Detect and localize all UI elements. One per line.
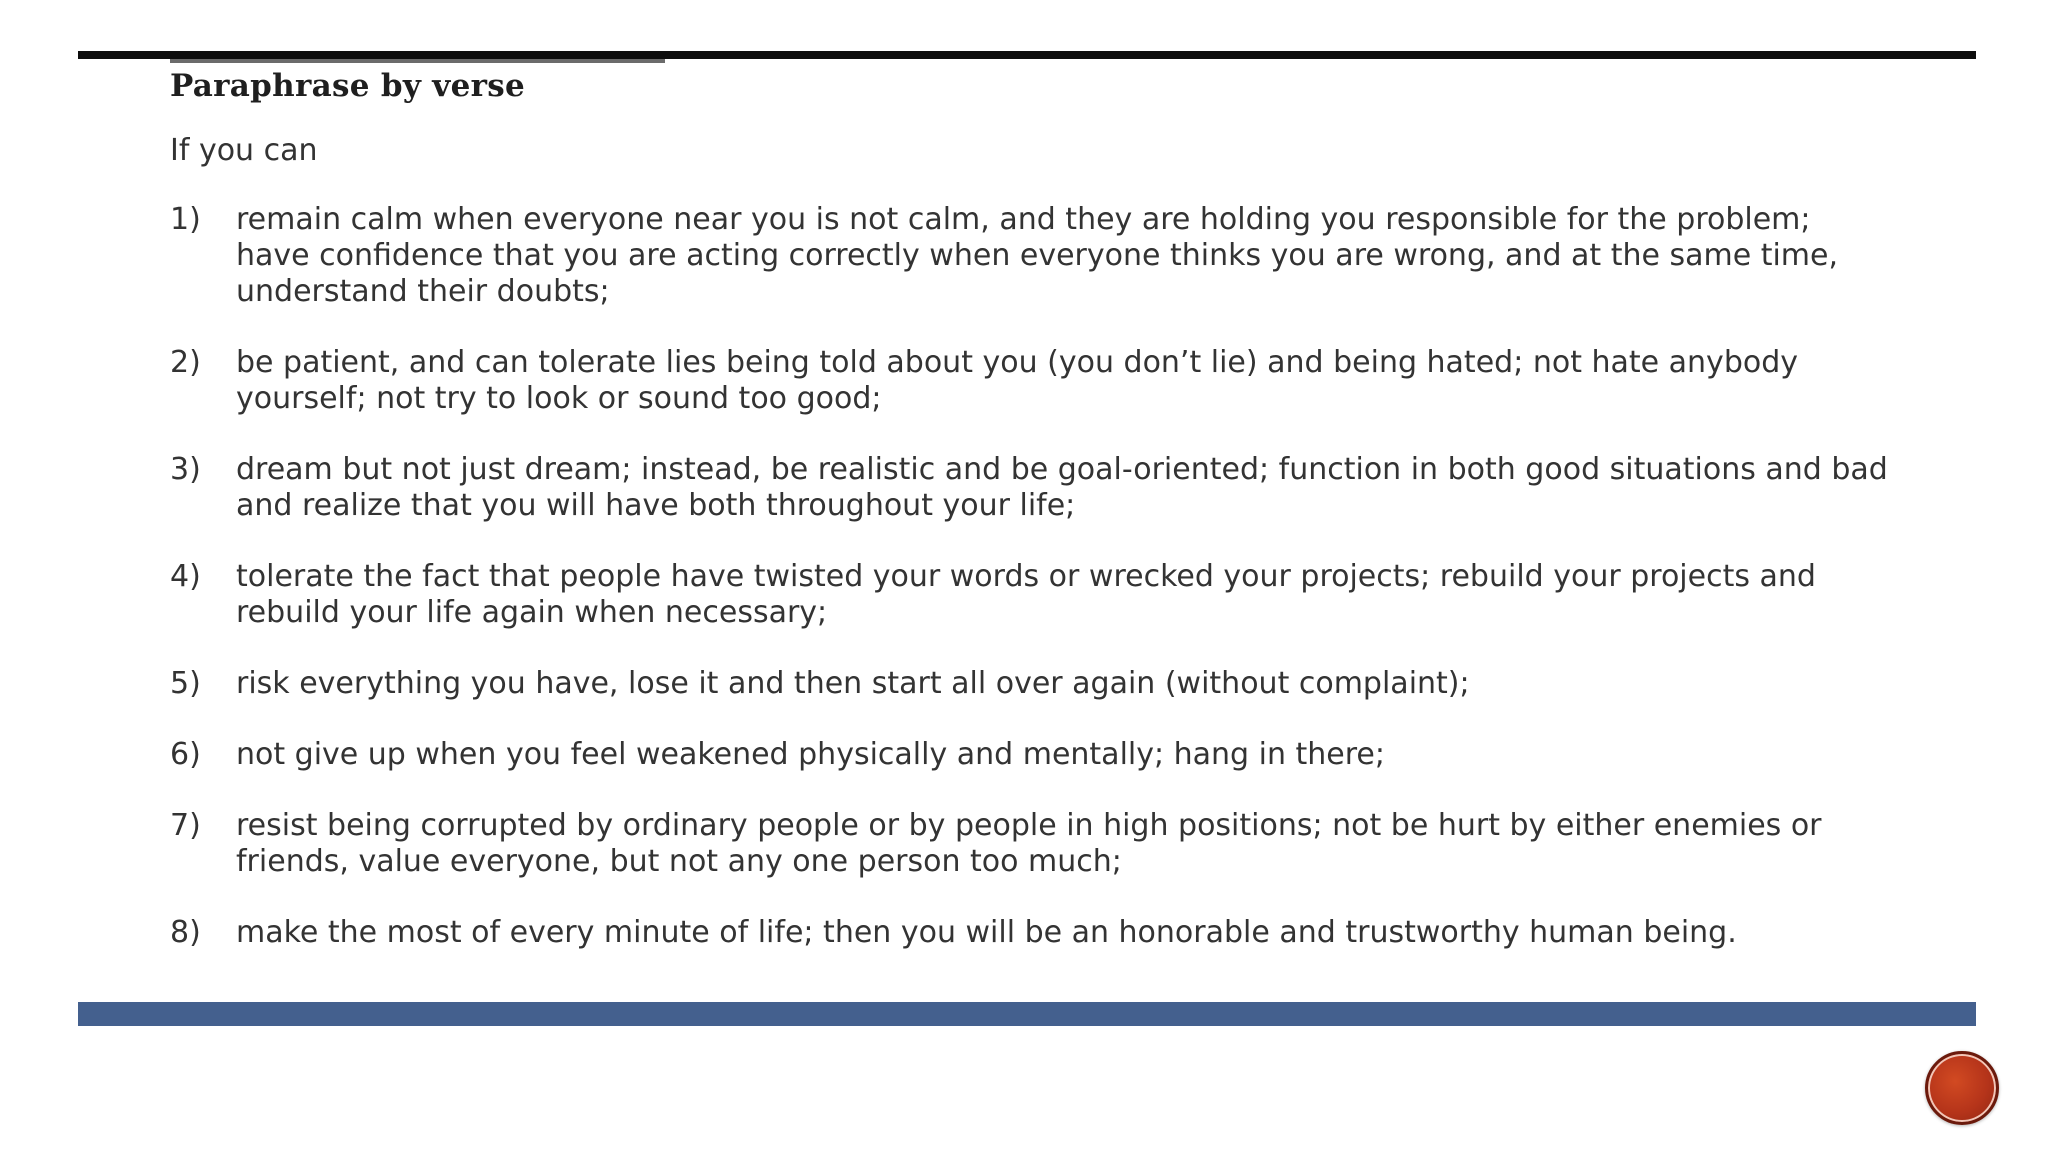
verse-number: 4): [170, 559, 201, 594]
verse-text: risk everything you have, lose it and then start all over again (without complaint);: [236, 666, 1470, 701]
verse-number: 6): [170, 737, 201, 772]
verse-number: 3): [170, 452, 201, 487]
verse-text: dream but not just dream; instead, be realistic and be goal-oriented; function in both good situations and bad and realize that you will have both throughout your life;: [236, 452, 1888, 523]
verse-text: resist being corrupted by ordinary people or by people in high positions; not be hurt by either enemies or friends, value everyone, but not any one person too much;: [236, 808, 1822, 879]
verse-number: 2): [170, 345, 201, 380]
verse-item-8: [170, 915, 1890, 951]
verse-list: [170, 202, 1890, 951]
verse-text: remain calm when everyone near you is not calm, and they are holding you responsible for the problem; have confidence that you are acting correctly when everyone thinks you are wrong, and at the same time, understand their doubts;: [236, 202, 1839, 309]
slide-logo-badge: [1925, 1051, 1999, 1125]
top-rule-shadow: [170, 59, 665, 63]
intro-text: If you can: [170, 133, 318, 168]
verse-item-7: [170, 808, 1890, 880]
verse-text: not give up when you feel weakened physically and mentally; hang in there;: [236, 737, 1385, 772]
verse-number: 1): [170, 202, 201, 237]
bottom-band: [78, 1002, 1976, 1026]
verse-number: 5): [170, 666, 201, 701]
verse-item-4: [170, 559, 1890, 631]
slide-content: [170, 64, 1890, 986]
verse-item-1: [170, 202, 1890, 310]
top-rule: [78, 51, 1976, 59]
slide-heading: Paraphrase by verse: [170, 68, 526, 104]
verse-item-2: [170, 345, 1890, 417]
verse-number: 7): [170, 808, 201, 843]
verse-item-5: [170, 666, 1890, 702]
verse-item-6: [170, 737, 1890, 773]
verse-text: tolerate the fact that people have twisted your words or wrecked your projects; rebuild your projects and rebuild your life again when necessary;: [236, 559, 1816, 630]
verse-text: be patient, and can tolerate lies being told about you (you don’t lie) and being hated; not hate anybody yourself; not try to look or sound too good;: [236, 345, 1799, 416]
verse-number: 8): [170, 915, 201, 950]
verse-text: make the most of every minute of life; then you will be an honorable and trustworthy human being.: [236, 915, 1737, 950]
verse-item-3: [170, 452, 1890, 524]
